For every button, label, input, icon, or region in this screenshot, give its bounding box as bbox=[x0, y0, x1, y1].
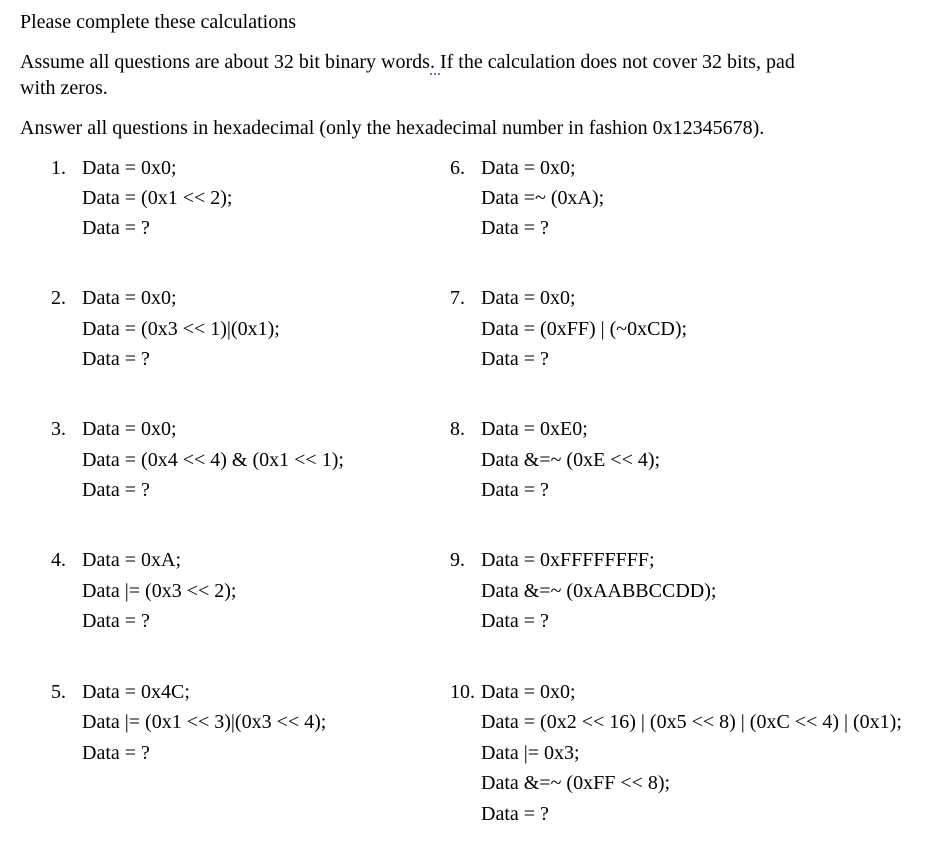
code-line: Data =~ (0xA); bbox=[481, 187, 605, 209]
code-line: Data = ? bbox=[481, 803, 549, 825]
question-number: 4. bbox=[51, 549, 66, 571]
code-line: Data = ? bbox=[82, 348, 150, 370]
question-number: 7. bbox=[450, 287, 465, 309]
code-line: Data &=~ (0xE << 4); bbox=[481, 449, 661, 471]
code-line: Data &=~ (0xAABBCCDD); bbox=[481, 580, 717, 602]
code-line: Data = 0x0; bbox=[481, 157, 576, 179]
heading: Please complete these calculations bbox=[20, 11, 297, 33]
code-line: Data = 0x4C; bbox=[82, 681, 190, 703]
code-line: Data = ? bbox=[481, 348, 549, 370]
code-line: Data = 0xFFFFFFFF; bbox=[481, 549, 655, 571]
code-line: Data = 0x0; bbox=[82, 287, 177, 309]
code-line: Data = (0x4 << 4) & (0x1 << 1); bbox=[82, 449, 344, 471]
assume-text-b: If the calculation does not cover 32 bits, pad bbox=[439, 51, 795, 73]
assume-text-dots: . bbox=[429, 51, 440, 73]
code-line: Data = (0x1 << 2); bbox=[82, 187, 233, 209]
code-line: Data = 0x0; bbox=[481, 681, 576, 703]
code-line: Data |= 0x3; bbox=[481, 742, 580, 764]
code-line: Data = (0xFF) | (~0xCD); bbox=[481, 318, 688, 340]
question-number: 6. bbox=[450, 157, 465, 179]
code-line: Data = 0x0; bbox=[82, 157, 177, 179]
assume-line-2: with zeros. bbox=[20, 77, 108, 99]
question-number: 5. bbox=[51, 681, 66, 703]
code-line: Data = 0xA; bbox=[82, 549, 182, 571]
code-line: Data &=~ (0xFF << 8); bbox=[481, 772, 671, 794]
code-line: Data = 0x0; bbox=[481, 287, 576, 309]
code-line: Data = (0x2 << 16) | (0x5 << 8) | (0xC << 4) | (0x1); bbox=[481, 711, 902, 733]
code-line: Data = ? bbox=[82, 217, 150, 239]
question-number: 8. bbox=[450, 418, 465, 440]
code-line: Data = ? bbox=[481, 217, 549, 239]
code-line: Data = (0x3 << 1)|(0x1); bbox=[82, 318, 280, 340]
question-number: 2. bbox=[51, 287, 66, 309]
code-line: Data = ? bbox=[481, 479, 549, 501]
assume-line-1 bbox=[20, 49, 795, 75]
question-number: 9. bbox=[450, 549, 465, 571]
code-line: Data = 0xE0; bbox=[481, 418, 588, 440]
question-number: 10. bbox=[450, 681, 475, 703]
code-line: Data = ? bbox=[481, 610, 549, 632]
answer-instructions: Answer all questions in hexadecimal (only the hexadecimal number in fashion 0x12345678). bbox=[20, 117, 765, 139]
question-number: 1. bbox=[51, 157, 66, 179]
code-line: Data = ? bbox=[82, 742, 150, 764]
assume-text-a: Assume all questions are about 32 bit binary words bbox=[20, 51, 430, 73]
code-line: Data |= (0x1 << 3)|(0x3 << 4); bbox=[82, 711, 327, 733]
code-line: Data = 0x0; bbox=[82, 418, 177, 440]
question-number: 3. bbox=[51, 418, 66, 440]
code-line: Data = ? bbox=[82, 610, 150, 632]
code-line: Data = ? bbox=[82, 479, 150, 501]
code-line: Data |= (0x3 << 2); bbox=[82, 580, 237, 602]
